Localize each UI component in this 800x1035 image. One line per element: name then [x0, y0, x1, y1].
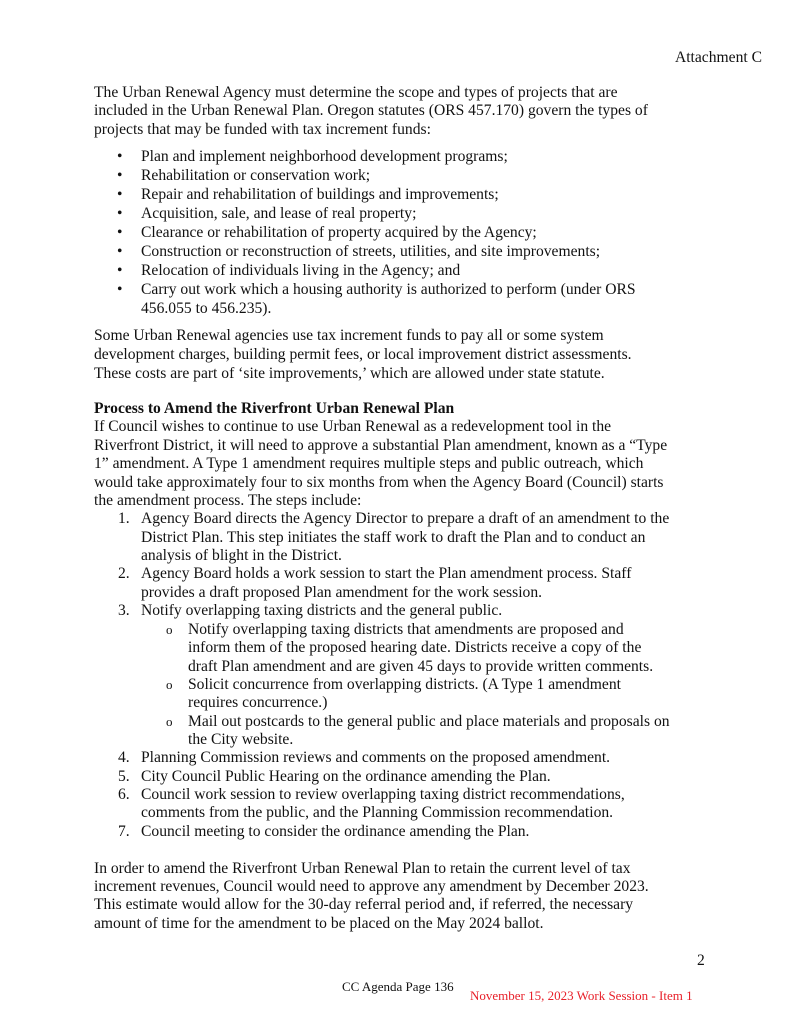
- step-number: 5.: [118, 768, 130, 785]
- bullet-icon: •: [117, 148, 123, 165]
- step-text: Notify overlapping taxing districts and the general public.: [141, 602, 503, 619]
- step-number: 7.: [118, 823, 130, 840]
- sub-bullet-icon: o: [166, 622, 173, 637]
- text-line: 1” amendment. A Type 1 amendment requires multiple steps and public outreach, which: [94, 455, 644, 472]
- substep-text: inform them of the proposed hearing date. Districts receive a copy of the: [188, 639, 642, 656]
- text-line: would take approximately four to six months from when the Agency Board (Council) starts: [94, 474, 664, 491]
- step-number: 2.: [118, 565, 130, 582]
- bullet-icon: •: [117, 205, 123, 222]
- step-text: City Council Public Hearing on the ordinance amending the Plan.: [141, 768, 551, 785]
- bullet-icon: •: [117, 224, 123, 241]
- text-line: The Urban Renewal Agency must determine the scope and types of projects that are: [94, 84, 618, 101]
- step-text: Council meeting to consider the ordinance amending the Plan.: [141, 823, 530, 840]
- substep-text: draft Plan amendment and are given 45 days to provide written comments.: [188, 658, 654, 675]
- text-line: development charges, building permit fees, or local improvement district assessments.: [94, 346, 632, 363]
- substep-text: Solicit concurrence from overlapping districts. (A Type 1 amendment: [188, 676, 621, 693]
- agenda-page-label: CC Agenda Page 136: [342, 979, 454, 994]
- text-line: projects that may be funded with tax increment funds:: [94, 121, 431, 138]
- bullet-icon: •: [117, 186, 123, 203]
- text-line: This estimate would allow for the 30-day referral period and, if referred, the necessary: [94, 896, 634, 913]
- step-text: District Plan. This step initiates the staff work to draft the Plan and to conduct an: [141, 529, 646, 546]
- step-text: comments from the public, and the Planning Commission recommendation.: [141, 804, 614, 821]
- step-text: provides a draft proposed Plan amendment for the work session.: [141, 584, 543, 601]
- step-text: analysis of blight in the District.: [141, 547, 342, 564]
- substep-text: the City website.: [188, 731, 294, 748]
- step-number: 3.: [118, 602, 130, 619]
- list-item: Plan and implement neighborhood development programs;: [141, 148, 508, 165]
- substep-text: Mail out postcards to the general public and place materials and proposals on: [188, 713, 670, 730]
- step-text: Agency Board directs the Agency Director to prepare a draft of an amendment to the: [141, 510, 670, 527]
- list-item: Repair and rehabilitation of buildings and improvements;: [141, 186, 499, 203]
- list-item: Rehabilitation or conservation work;: [141, 167, 371, 184]
- text-line: Some Urban Renewal agencies use tax increment funds to pay all or some system: [94, 327, 604, 344]
- section-heading: Process to Amend the Riverfront Urban Renewal Plan: [94, 400, 455, 417]
- list-item: Carry out work which a housing authority is authorized to perform (under ORS: [141, 281, 636, 298]
- bullet-icon: •: [117, 243, 123, 260]
- substep-text: requires concurrence.): [188, 694, 328, 711]
- work-session-stamp: November 15, 2023 Work Session - Item 1: [470, 988, 693, 1003]
- bullet-icon: •: [117, 167, 123, 184]
- text-line: In order to amend the Riverfront Urban Renewal Plan to retain the current level of tax: [94, 860, 631, 877]
- text-line: the amendment process. The steps include:: [94, 492, 362, 509]
- text-line: included in the Urban Renewal Plan. Oregon statutes (ORS 457.170) govern the types of: [94, 102, 648, 119]
- page-number: 2: [697, 952, 705, 969]
- substep-text: Notify overlapping taxing districts that amendments are proposed and: [188, 621, 624, 638]
- attachment-label: Attachment C: [674, 49, 762, 66]
- text-line: These costs are part of ‘site improvements,’ which are allowed under state statute.: [94, 365, 605, 382]
- bullet-icon: •: [117, 262, 123, 279]
- list-item: Relocation of individuals living in the Agency; and: [141, 262, 461, 279]
- step-text: Planning Commission reviews and comments on the proposed amendment.: [141, 749, 611, 766]
- step-number: 4.: [118, 749, 130, 766]
- list-item: Construction or reconstruction of streets, utilities, and site improvements;: [141, 243, 601, 260]
- sub-bullet-icon: o: [166, 677, 173, 692]
- list-item-continuation: 456.055 to 456.235).: [141, 300, 272, 317]
- text-line: Riverfront District, it will need to approve a substantial Plan amendment, known as a “Type: [94, 437, 668, 454]
- step-text: Agency Board holds a work session to start the Plan amendment process. Staff: [141, 565, 632, 582]
- text-line: If Council wishes to continue to use Urban Renewal as a redevelopment tool in the: [94, 418, 612, 435]
- step-text: Council work session to review overlapping taxing district recommendations,: [141, 786, 625, 803]
- list-item: Clearance or rehabilitation of property acquired by the Agency;: [141, 224, 537, 241]
- bullet-icon: •: [117, 281, 123, 298]
- list-item: Acquisition, sale, and lease of real property;: [141, 205, 417, 222]
- text-line: amount of time for the amendment to be placed on the May 2024 ballot.: [94, 915, 544, 932]
- step-number: 1.: [118, 510, 130, 527]
- sub-bullet-icon: o: [166, 714, 173, 729]
- step-number: 6.: [118, 786, 130, 803]
- text-line: increment revenues, Council would need to approve any amendment by December 2023.: [94, 878, 649, 895]
